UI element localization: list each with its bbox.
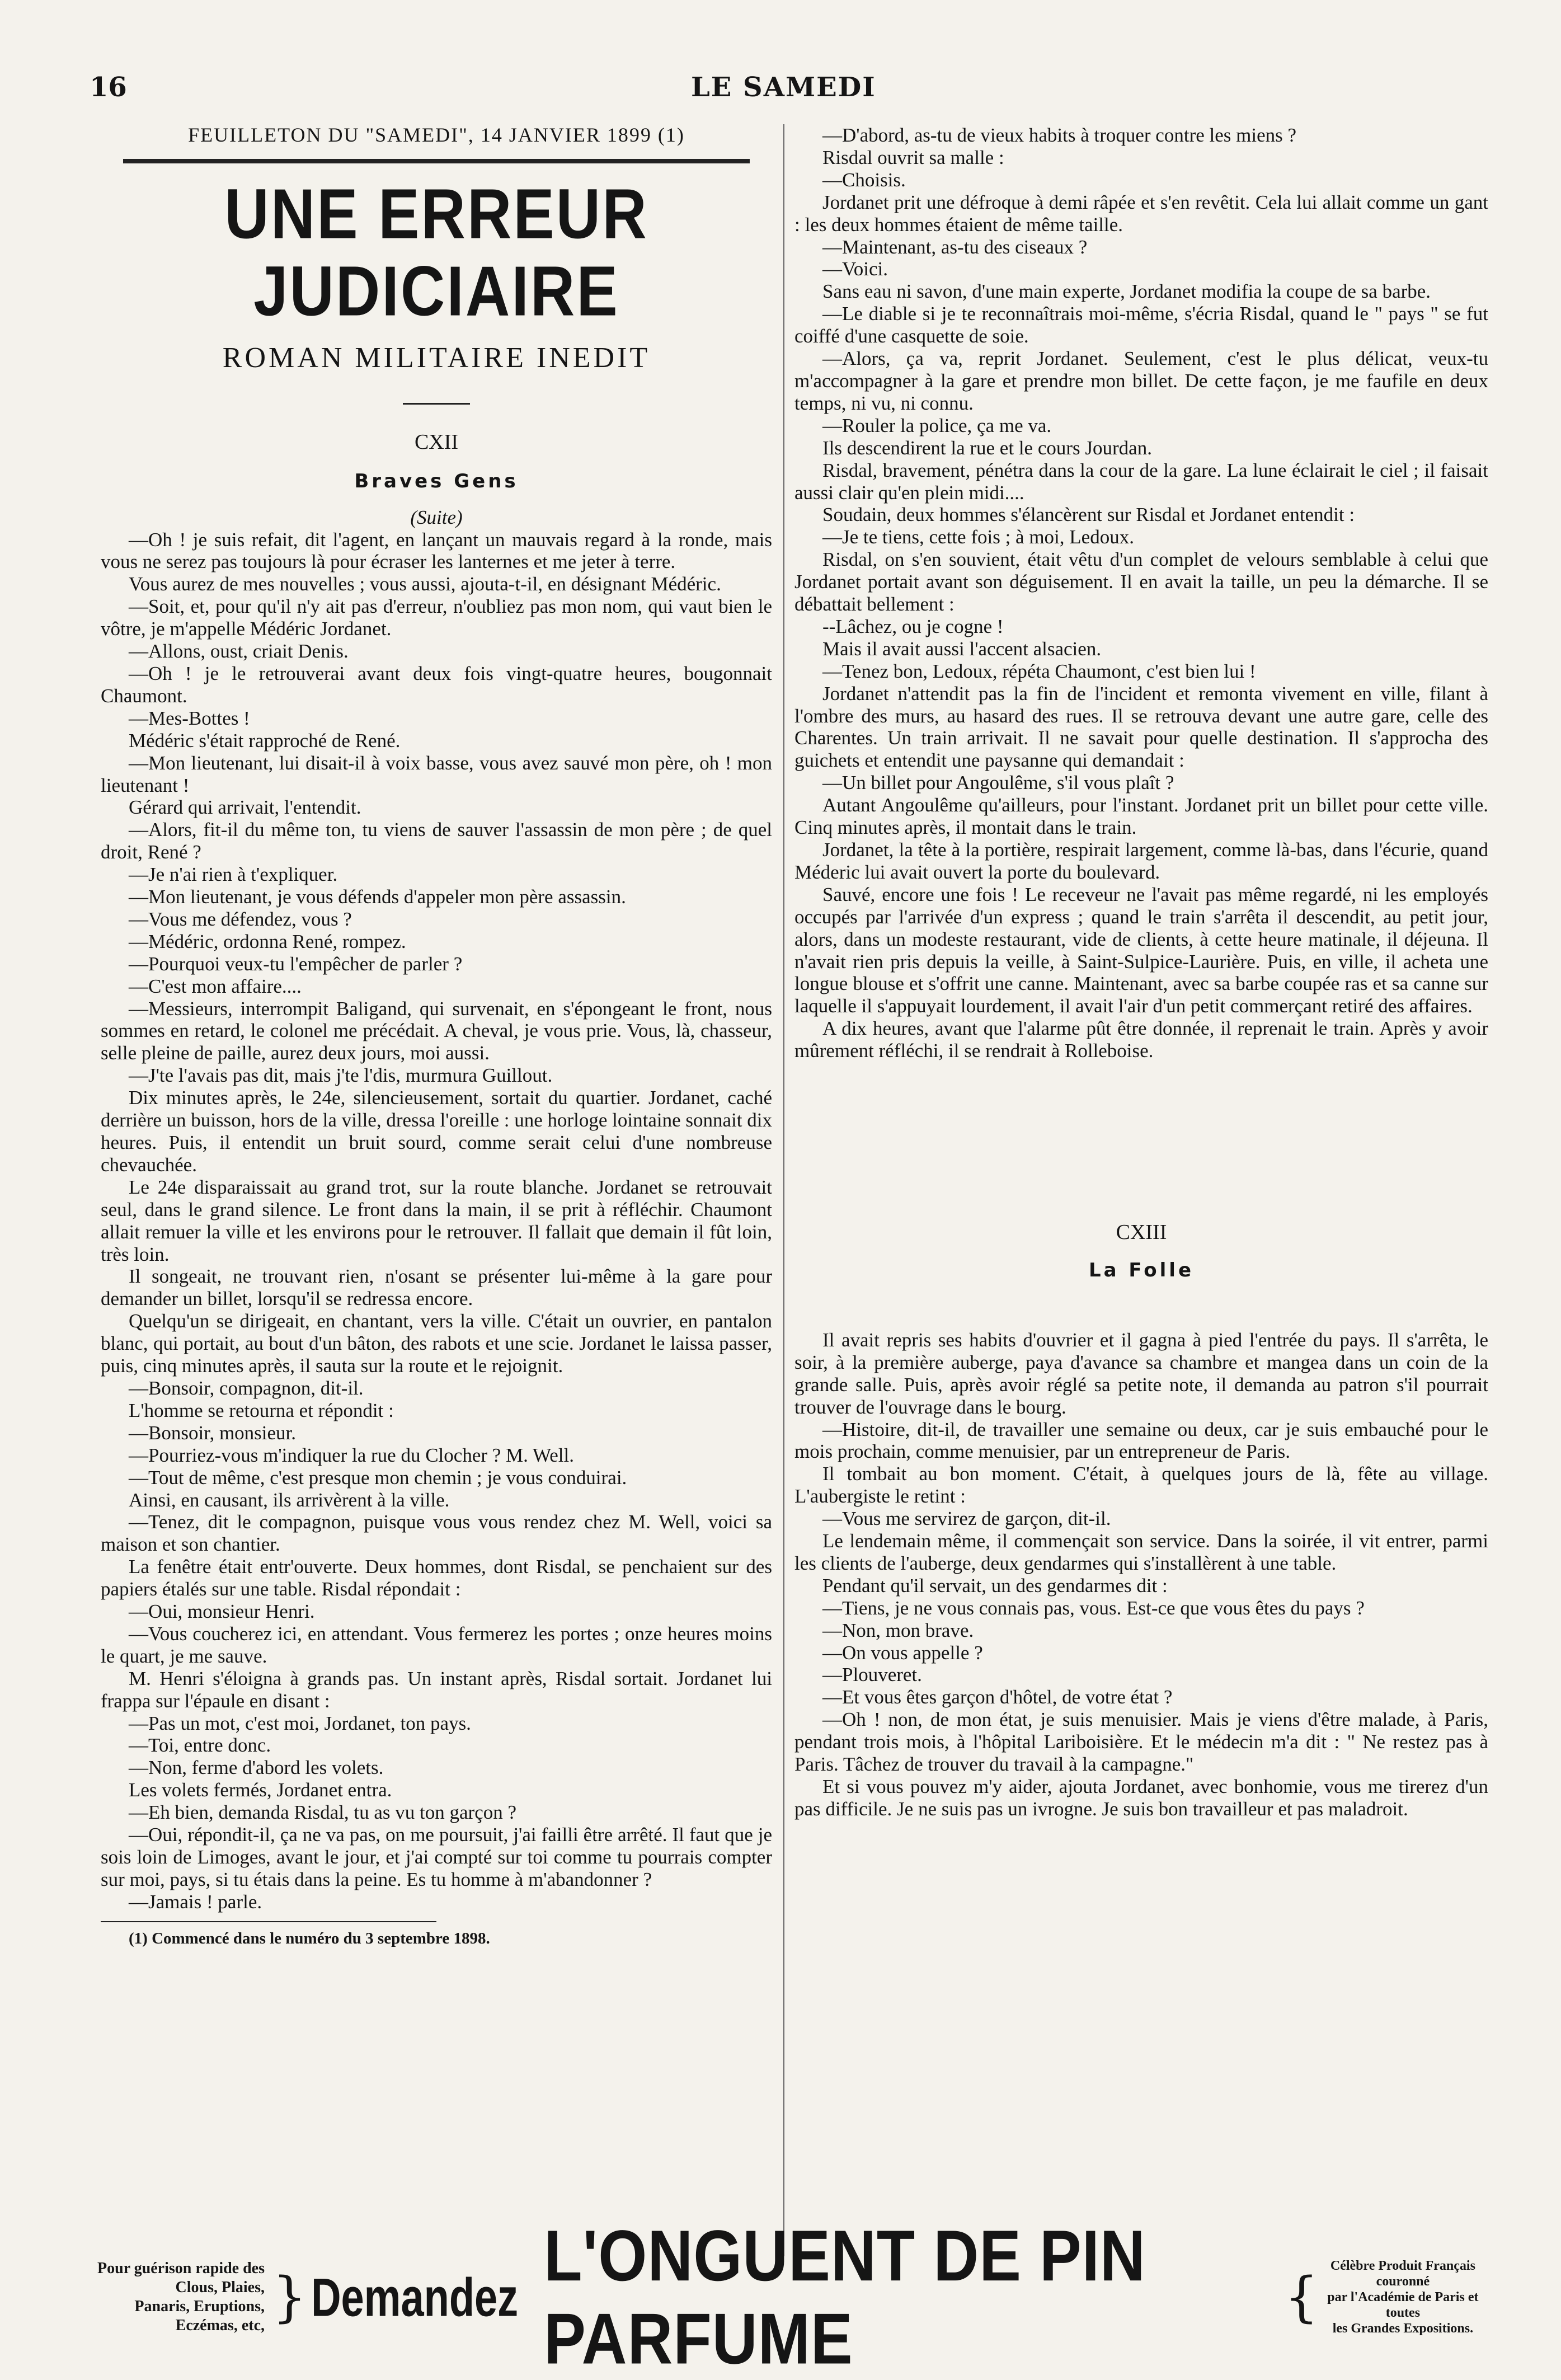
paragraph: --Lâchez, ou je cogne ! [822, 615, 1004, 637]
page-header [90, 72, 1488, 111]
paragraph: Dix minutes après, le 24e, silencieusement, sortait du quartier. Jordanet, caché derrière un buisson, hors de la ville, dressa l'oreille : une horloge lointaine sonnait dix heures. Puis, il entendit un bruit sourd, comme serait celui d'une nombreuse chevauchée. [101, 1087, 772, 1176]
feuilleton-line: FEUILLETON DU "SAMEDI", 14 JANVIER 1899 (1) [188, 124, 685, 146]
chapter-gap-small [794, 1295, 1488, 1329]
paragraph: —Oh ! je suis refait, dit l'agent, en lançant un mauvais regard à la ronde, mais vous ne serez pas toujours là pour écraser les lanternes et me jeter à terre. [101, 528, 772, 573]
paragraph: Gérard qui arrivait, l'entendit. [129, 796, 361, 819]
ad-left-line: Panaris, Eruptions, Eczémas, etc, [134, 2298, 265, 2334]
paragraph: —Je te tiens, cette fois ; à moi, Ledoux. [822, 526, 1134, 548]
paragraph: —Pas un mot, c'est moi, Jordanet, ton pays. [129, 1712, 471, 1734]
paragraph: A dix heures, avant que l'alarme pût être donnée, il reprenait le train. Après y avoir mûrement réfléchi, il se rendrait à Rolleboise. [794, 1017, 1488, 1062]
ad-right-text [1323, 2258, 1483, 2336]
paragraph: —Non, ferme d'abord les volets. [129, 1757, 384, 1779]
title-rule [123, 159, 750, 163]
paragraph: —Vous coucherez ici, en attendant. Vous fermerez les portes ; onze heures moins le quart, je me sauve. [101, 1622, 772, 1667]
ad-right-line: Célèbre Produit Français couronné [1330, 2259, 1475, 2289]
section-rule [403, 403, 470, 405]
paragraph: M. Henri s'éloigna à grands pas. Un instant après, Risdal sortait. Jordanet lui frappa sur l'épaule en disant : [101, 1667, 772, 1712]
paragraph: Le 24e disparaissait au grand trot, sur la route blanche. Jordanet se retrouvait seul, dans le grand silence. Le front dans la main, il se prit à réfléchir. Chaumont allait remuer la ville et les environs pour le retrouver. Il fallait que demain il fût loin, très loin. [101, 1176, 772, 1265]
paragraph: —Pourquoi veux-tu l'empêcher de parler ? [129, 952, 463, 975]
paragraph: Ainsi, en causant, ils arrivèrent à la ville. [129, 1489, 450, 1511]
paragraph: —Jamais ! parle. [129, 1890, 262, 1913]
ad-right-line: par l'Académie de Paris et toutes [1327, 2290, 1479, 2320]
paragraph: Le lendemain même, il commençait son service. Dans la soirée, il vit entrer, parmi les clients de l'auberge, deux gendarmes qui s'installèrent à une table. [794, 1530, 1488, 1574]
paragraph: —Médéric, ordonna René, rompez. [129, 930, 406, 952]
ad-brace-icon: } [272, 2266, 307, 2329]
paragraph: —Oh ! je le retrouverai avant deux fois vingt-quatre heures, bougonnait Chaumont. [101, 662, 772, 707]
footnote: (1) Commencé dans le numéro du 3 septembre 1898. [129, 1929, 490, 1947]
paragraph: Risdal, on s'en souvient, était vêtu d'un complet de velours semblable à celui que Jordanet portait avant son déguisement. Il en avait la taille, un peu la démarche. Il se débattait bellement : [794, 548, 1488, 616]
paragraph: Pendant qu'il servait, un des gendarmes dit : [822, 1574, 1168, 1597]
paragraph: —Non, mon brave. [822, 1619, 974, 1641]
ad-product-name: L'ONGUENT DE PIN PARFUME [544, 2215, 1146, 2379]
paragraph: Jordanet n'attendit pas la fin de l'incident et remonta vivement en ville, filant à l'ombre des murs, au hasard des rues. Il se retrouva devant une autre gare, celle des Charentes. Un train arrivait. Il ne savait pour quelle destination. Il s'approcha des guichets et entendit une paysanne qui demandait : [794, 682, 1488, 772]
paragraph: —Tenez, dit le compagnon, puisque vous vous rendez chez M. Well, voici sa maison et son chantier. [101, 1511, 772, 1556]
paragraph: —Toi, entre donc. [129, 1734, 271, 1757]
paragraph: —Bonsoir, monsieur. [129, 1421, 297, 1444]
paragraph: —C'est mon affaire.... [129, 975, 302, 997]
ad-demandez: Demandez [311, 2267, 519, 2327]
paragraph: Les volets fermés, Jordanet entra. [129, 1779, 392, 1801]
paragraph: —Et vous êtes garçon d'hôtel, de votre état ? [822, 1686, 1173, 1708]
chapter-number: CXII [414, 430, 459, 454]
left-column [101, 124, 772, 1950]
paragraph: —Messieurs, interrompit Baligand, qui survenait, en s'épongeant le front, nous sommes en retard, le colonel me précédait. A cheval, je vous prie. Vous, là, chasseur, selle pleine de paille, aurez deux jours, moi aussi. [101, 997, 772, 1064]
paragraph: —Je n'ai rien à t'expliquer. [129, 863, 338, 886]
column-divider [783, 124, 784, 2256]
paragraph: —Maintenant, as-tu des ciseaux ? [822, 236, 1088, 258]
paragraph: —Allons, oust, criait Denis. [129, 640, 349, 663]
paragraph: Soudain, deux hommes s'élancèrent sur Risdal et Jordanet entendit : [822, 504, 1355, 526]
ad-right-line: les Grandes Expositions. [1332, 2321, 1474, 2336]
paragraph: —Alors, ça va, reprit Jordanet. Seulement, c'est le plus délicat, veux-tu m'accompagner à la gare et prendre mon billet. De cette façon, je me faufile en deux temps, ni vu, ni connu. [794, 348, 1488, 414]
paragraph: Sans eau ni savon, d'une main experte, Jordanet modifia la coupe de sa barbe. [822, 280, 1431, 303]
paragraph: —Eh bien, demanda Risdal, tu as vu ton garçon ? [129, 1801, 517, 1824]
paragraph: Et si vous pouvez m'y aider, ajouta Jordanet, avec bonhomie, vous me tirerez d'un pas difficile. Je ne suis pas un ivrogne. Je suis bon travailleur et pas maladroit. [794, 1776, 1488, 1820]
paragraph: —Alors, fit-il du même ton, tu viens de sauver l'assassin de mon père ; de quel droit, René ? [101, 819, 772, 863]
paragraph: Vous aurez de mes nouvelles ; vous aussi, ajouta-t-il, en désignant Médéric. [129, 573, 721, 595]
chapter-number-113: CXIII [1116, 1220, 1167, 1245]
paragraph: Jordanet, la tête à la portière, respirait largement, comme là-bas, dans l'écurie, quand Méderic lui avait ouvert la porte du boulevard. [794, 839, 1488, 883]
story-subtitle: ROMAN MILITAIRE INEDIT [222, 341, 651, 374]
chapter-title: Braves Gens [354, 470, 519, 492]
paragraph: —Un billet pour Angoulême, s'il vous plaît ? [822, 772, 1174, 794]
right-text-bottom [794, 1329, 1488, 1820]
chapter-title-113: La Folle [1088, 1259, 1195, 1281]
paragraph: Risdal ouvrit sa malle : [822, 146, 1004, 168]
right-column [794, 124, 1488, 1820]
paragraph: —On vous appelle ? [822, 1641, 983, 1664]
paragraph: Risdal, bravement, pénétra dans la cour de la gare. La lune éclairait le ciel ; il faisait aussi clair qu'en plein midi.... [794, 459, 1488, 504]
paragraph: La fenêtre était entr'ouverte. Deux hommes, dont Risdal, se penchaient sur des papiers étalés sur une table. Risdal répondait : [101, 1556, 772, 1600]
paragraph: —Choisis. [822, 168, 906, 191]
paragraph: —Rouler la police, ça me va. [822, 414, 1052, 436]
paragraph: —Voici. [822, 258, 888, 280]
paragraph: Médéric s'était rapproché de René. [129, 729, 401, 752]
story-title: UNE ERREUR JUDICIAIRE [224, 174, 648, 331]
footnote-rule [101, 1921, 436, 1922]
paragraph: Autant Angoulême qu'ailleurs, pour l'instant. Jordanet prit un billet pour cette ville. Cinq minutes après, il montait dans le train. [794, 794, 1488, 839]
left-text [101, 529, 772, 1913]
ad-left-line: Pour guérison rapide des Clous, Plaies, [97, 2260, 265, 2296]
paragraph: Il avait repris ses habits d'ouvrier et il gagna à pied l'entrée du pays. Il s'arrêta, le soir, à la première auberge, paya d'avance sa chambre et mangea dans un coin de la grande salle. Puis, après avoir réglé sa petite note, il demanda au patron s'il pourrait trouver de l'ouvrage dans le bourg. [794, 1329, 1488, 1418]
paragraph: —Mes-Bottes ! [129, 707, 250, 729]
paragraph: Quelqu'un se dirigeait, en chantant, vers la ville. C'était un ouvrier, en pantalon blanc, qui portait, au bout d'un bâton, des rabots et une scie. Jordanet le laissa passer, puis, cinq minutes après, il sauta sur la route et le rejoignit. [101, 1310, 772, 1377]
paragraph: —Bonsoir, compagnon, dit-il. [129, 1377, 364, 1399]
page-number: 16 [90, 72, 127, 103]
paragraph: Sauvé, encore une fois ! Le receveur ne l'avait pas même regardé, ni les employés occupés par l'arrivée d'un express ; quand le train s'arrêta il descendit, au petit jour, alors, dans un modeste restaurant, vide de clients, à cette heure matinale, il déjeuna. Il n'avait rien pris depuis la veille, à Saint-Sulpice-Laurière. Puis, en ville, il acheta une longue blouse et s'offrit une canne. Maintenant, avec sa barbe coupée ras et sa canne sur laquelle il s'appuyait lourdement, il avait l'air d'un petit commerçant retiré des affaires. [794, 883, 1488, 1017]
paragraph: —Pourriez-vous m'indiquer la rue du Clocher ? M. Well. [129, 1444, 574, 1466]
ad-left-text [90, 2259, 268, 2335]
paragraph: Il songeait, ne trouvant rien, n'osant se présenter lui-même à la gare pour demander un billet, lorsqu'il se redressa encore. [101, 1265, 772, 1310]
paragraph: L'homme se retourna et répondit : [129, 1399, 394, 1421]
paragraph: —Le diable si je te reconnaîtrais moi-même, s'écria Risdal, quand le " pays " se fut coiffé d'une casquette de soie. [794, 303, 1488, 348]
paragraph: —Histoire, dit-il, de travailler une semaine ou deux, car je suis embauché pour le mois prochain, comme menuisier, par un entrepreneur de Paris. [794, 1418, 1488, 1463]
paragraph: —D'abord, as-tu de vieux habits à troquer contre les miens ? [822, 124, 1297, 146]
paragraph: —Mon lieutenant, lui disait-il à voix basse, vous avez sauvé mon père, oh ! mon lieutenant ! [101, 752, 772, 796]
right-text-top [794, 124, 1488, 1062]
suite-label: (Suite) [410, 506, 463, 528]
paragraph: Il tombait au bon moment. C'était, à quelques jours de là, fête au village. L'aubergiste le retint : [794, 1463, 1488, 1508]
paragraph: —J'te l'avais pas dit, mais j'te l'dis, murmura Guillout. [129, 1064, 553, 1087]
paragraph: —Tout de même, c'est presque mon chemin ; je vous conduirai. [129, 1466, 627, 1489]
paragraph: —Soit, et, pour qu'il n'y ait pas d'erreur, n'oubliez pas mon nom, qui vaut bien le vôtre, je m'appelle Médéric Jordanet. [101, 595, 772, 640]
advertisement [90, 2215, 1483, 2379]
chapter-gap [794, 1062, 1488, 1222]
ad-brace-icon: { [1284, 2266, 1319, 2329]
paragraph: —Mon lieutenant, je vous défends d'appeler mon père assassin. [129, 886, 626, 908]
paragraph: Jordanet prit une défroque à demi râpée et s'en revêtit. Cela lui allait comme un gant : les deux hommes étaient de même taille. [794, 191, 1488, 236]
paragraph: —Oh ! non, de mon état, je suis menuisier. Mais je viens d'être malade, à Paris, pendant trois mois, à l'hôpital Lariboisière. Et le médecin m'a dit : " Ne restez pas à Paris. Tâchez de trouver du travail à la campagne." [794, 1708, 1488, 1776]
paragraph: —Tiens, je ne vous connais pas, vous. Est-ce que vous êtes du pays ? [822, 1597, 1365, 1619]
paragraph: —Oui, répondit-il, ça ne va pas, on me poursuit, j'ai failli être arrêté. Il faut que je sois loin de Limoges, avant le jour, et j'ai compté sur toi comme tu pourrais compter sur moi, pays, si tu étais dans la peine. Es tu homme à m'abandonner ? [101, 1824, 772, 1890]
paragraph: —Tenez bon, Ledoux, répéta Chaumont, c'est bien lui ! [822, 660, 1256, 682]
paragraph: —Vous me défendez, vous ? [129, 908, 352, 930]
paragraph: —Vous me servirez de garçon, dit-il. [822, 1508, 1111, 1530]
paragraph: Ils descendirent la rue et le cours Jourdan. [822, 436, 1152, 459]
paragraph: Mais il avait aussi l'accent alsacien. [822, 637, 1102, 660]
running-title: LE SAMEDI [691, 72, 876, 103]
paragraph: —Plouveret. [822, 1664, 922, 1686]
paragraph: —Oui, monsieur Henri. [129, 1600, 315, 1623]
